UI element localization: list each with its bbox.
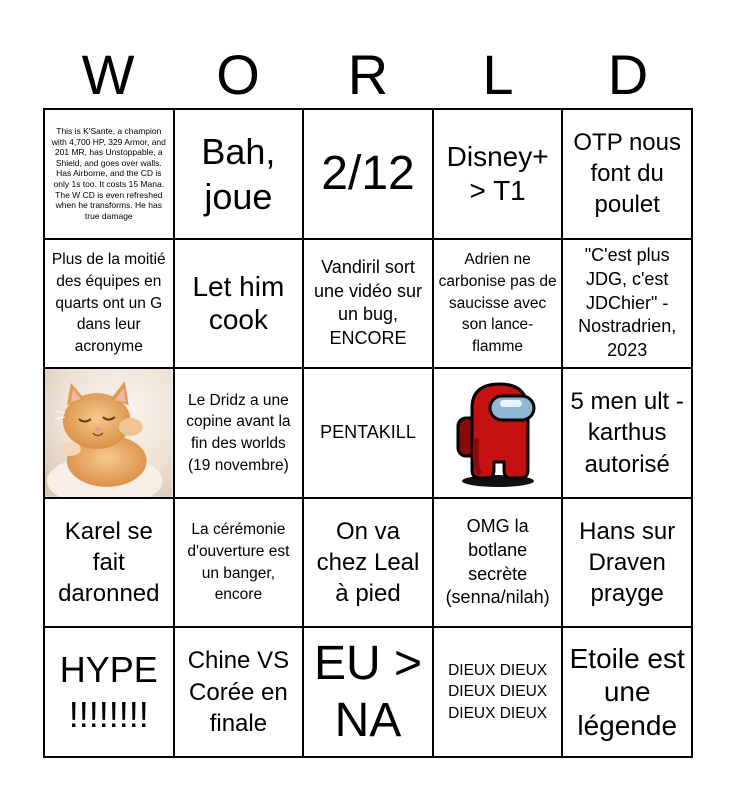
header-letter-o: O [216,43,260,106]
bingo-cell[interactable]: La cérémonie d'ouverture est un banger, encore [174,498,304,628]
bingo-cell[interactable]: HYPE !!!!!!!! [44,627,174,757]
sleeping-cat-photo [45,369,173,497]
bingo-cell[interactable]: This is K'Sante, a champion with 4,700 HP, 329 Armor, and 201 MR, has Unstoppable, a Shield, and goes over walls. Has Airborne, and the CD is only 1s too. It costs 15 Mana. The W CD is even refreshed when he transforms. He has true damage [44,109,174,239]
bingo-cell[interactable]: DIEUX DIEUX DIEUX DIEUX DIEUX DIEUX [433,627,563,757]
bingo-cell[interactable]: Disney+ > T1 [433,109,563,239]
header-letter-l: L [482,43,514,106]
bingo-cell[interactable]: OMG la botlane secrète (senna/nilah) [433,498,563,628]
bingo-cell[interactable]: EU > NA [303,627,433,757]
bingo-cell[interactable]: Hans sur Draven prayge [562,498,692,628]
bingo-cell[interactable]: PENTAKILL [303,368,433,498]
bingo-cell[interactable]: Chine VS Corée en finale [174,627,304,757]
bingo-cell[interactable]: Etoile est une légende [562,627,692,757]
bingo-cell[interactable]: Le Dridz a une copine avant la fin des worlds (19 novembre) [174,368,304,498]
bingo-cell[interactable] [433,368,563,498]
header-letter-r: R [347,43,389,106]
bingo-cell[interactable]: OTP nous font du poulet [562,109,692,239]
bingo-cell[interactable]: "C'est plus JDG, c'est JDChier" - Nostradrien, 2023 [562,239,692,369]
bingo-header [43,44,693,106]
bingo-cell[interactable]: On va chez Leal à pied [303,498,433,628]
bingo-cell[interactable]: Adrien ne carbonise pas de saucisse avec son lance-flamme [433,239,563,369]
bingo-cell[interactable]: Plus de la moitié des équipes en quarts ont un G dans leur acronyme [44,239,174,369]
header-letter-d: D [607,43,649,106]
bingo-cell[interactable]: 2/12 [303,109,433,239]
bingo-cell[interactable]: Karel se fait daronned [44,498,174,628]
bingo-cell[interactable]: 5 men ult - karthus autorisé [562,368,692,498]
bingo-cell[interactable] [44,368,174,498]
among-us-crewmate-icon [450,378,546,488]
header-letter-w: W [81,43,135,106]
bingo-cell[interactable]: Vandiril sort une vidéo sur un bug, ENCORE [303,239,433,369]
bingo-cell[interactable]: Bah, joue [174,109,304,239]
bingo-cell[interactable]: Let him cook [174,239,304,369]
bingo-grid [43,108,693,758]
